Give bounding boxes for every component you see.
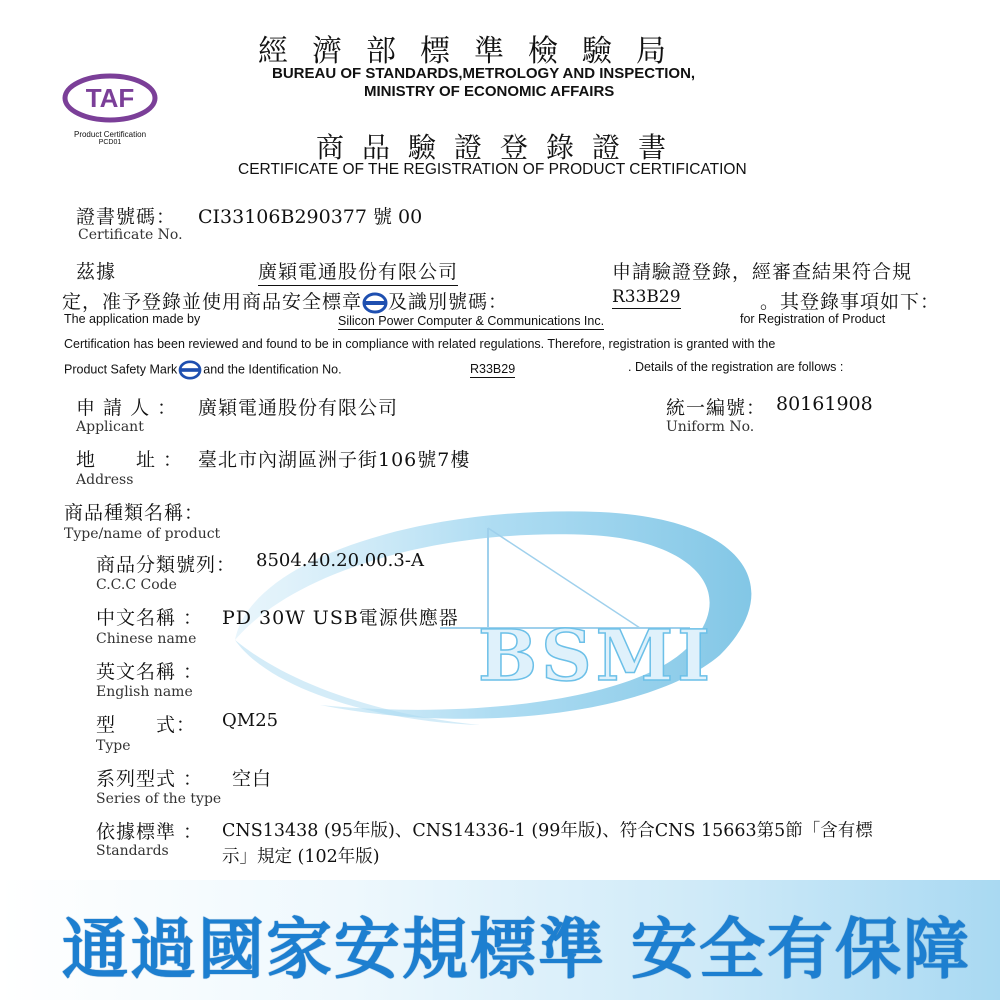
ccc-label-en: C.C.C Code: [96, 577, 177, 593]
statement-applicant-zh: 廣穎電通股份有限公司: [258, 257, 458, 286]
statement-applicant-en: Silicon Power Computer & Communications Inc.: [338, 314, 605, 328]
model-value: QM25: [222, 710, 279, 731]
svg-text:TAF: TAF: [85, 83, 135, 113]
applicant-label-en: Applicant: [76, 419, 144, 435]
standards-value-2: 示」規定 (102年版): [222, 847, 380, 867]
statement-line1-suffix: 申請驗證登錄，經審查結果符合規: [612, 261, 913, 283]
cert-no-value: CI33106B290377 號 00: [198, 206, 423, 228]
type-label: 商品種類名稱：: [64, 502, 205, 524]
ccc-label: 商品分類號列：: [96, 554, 237, 576]
statement-line2-prefix: 定，准予登錄並使用商品安全標章 及識別號碼：: [62, 291, 509, 313]
statement-en-suffix: for Registration of Product: [740, 312, 886, 326]
model-label-en: Type: [96, 738, 131, 754]
standards-label: 依據標準 ：: [96, 821, 204, 843]
taf-logo: [62, 72, 162, 146]
taf-line2: PCD01: [98, 139, 122, 146]
safety-mark-icon: [177, 360, 203, 380]
cert-title-en: CERTIFICATE OF THE REGISTRATION OF PRODUCT CERTIFICATION: [238, 161, 747, 178]
address-label: 地 址 ：: [76, 449, 184, 471]
applicant-value: 廣穎電通股份有限公司: [198, 397, 399, 419]
safety-mark-icon: [362, 292, 388, 314]
statement-en-line2: Certification has been reviewed and found to be in compliance with related regulations. Therefore, registration is granted with the: [64, 337, 776, 351]
statement-en-id: R33B29: [470, 362, 516, 376]
banner-slogan: 通過國家安規標準 安全有保障: [62, 911, 971, 988]
series-label-en: Series of the type: [96, 791, 222, 807]
agency-title-zh: 經濟部標準檢驗局: [258, 34, 690, 69]
statement-en-line3-suffix: . Details of the registration are follows :: [628, 360, 844, 374]
model-label: 型 式：: [96, 714, 197, 736]
cert-no-label: 證書號碼：: [76, 206, 177, 228]
address-label-en: Address: [76, 472, 134, 488]
statement-en-line3: Product Safety Mark and the Identification No.: [64, 360, 342, 380]
type-label-en: Type/name of product: [64, 526, 221, 542]
standards-label-en: Standards: [96, 843, 169, 859]
chinese-name-label: 中文名稱 ：: [96, 607, 204, 629]
taf-line1: Product Certification: [73, 130, 147, 139]
statement-id-no: R33B29: [612, 287, 681, 307]
english-name-label-en: English name: [96, 684, 193, 700]
applicant-label: 申 請 人 ：: [76, 397, 178, 419]
standards-value-1: CNS13438 (95年版)、CNS14336-1 (99年版)、符合CNS 15663第5節「含有標: [222, 821, 873, 841]
chinese-name-value: PD 30W USB電源供應器: [222, 607, 459, 629]
cert-no-label-en: Certificate No.: [78, 227, 183, 243]
statement-prefix: 茲據: [76, 261, 117, 283]
chinese-name-label-en: Chinese name: [96, 631, 197, 647]
series-label: 系列型式 ：: [96, 768, 204, 790]
uniform-label: 統一編號：: [666, 397, 767, 419]
statement-line2-suffix: 。其登錄事項如下：: [760, 291, 941, 313]
series-value: 空白: [232, 768, 273, 790]
watermark-text: BSMI: [478, 614, 714, 697]
uniform-label-en: Uniform No.: [666, 419, 755, 435]
taf-oval-icon: [62, 72, 158, 124]
statement-en-prefix: The application made by: [64, 312, 201, 326]
agency-title-en-2: MINISTRY OF ECONOMIC AFFAIRS: [364, 83, 615, 100]
english-name-label: 英文名稱 ：: [96, 661, 204, 683]
cert-title-zh: 商品驗證登錄證書: [316, 131, 685, 164]
address-value: 臺北市內湖區洲子街106號7樓: [198, 449, 471, 471]
uniform-value: 80161908: [776, 393, 873, 415]
ccc-value: 8504.40.20.00.3-A: [256, 550, 424, 571]
agency-title-en-1: BUREAU OF STANDARDS,METROLOGY AND INSPECTION,: [272, 65, 696, 82]
